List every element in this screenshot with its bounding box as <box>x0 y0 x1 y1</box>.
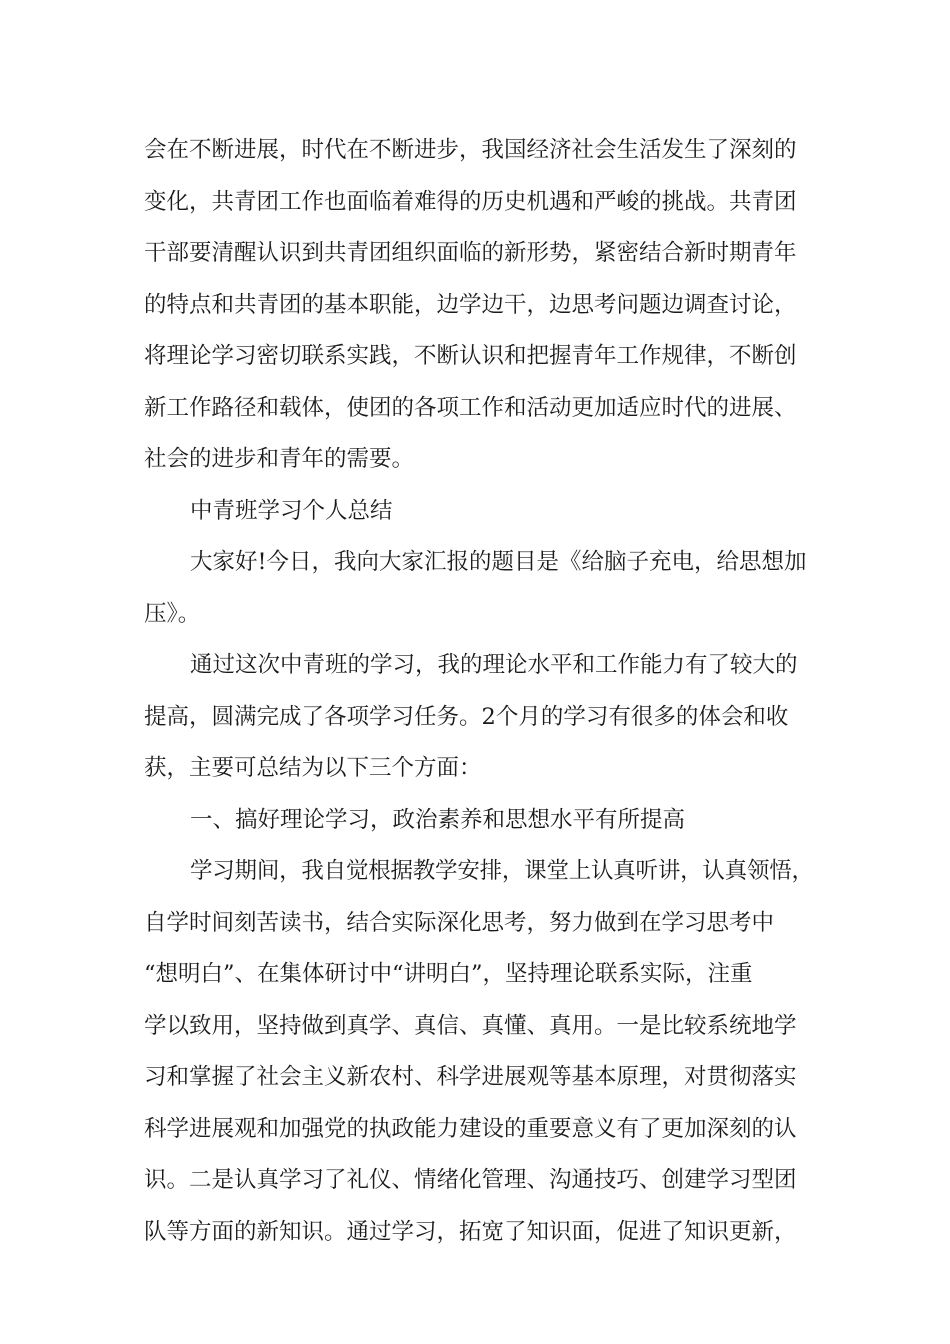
paragraph-line: 科学进展观和加强党的执政能力建设的重要意义有了更加深刻的认 <box>144 1116 797 1142</box>
paragraph-line: 学习期间，我自觉根据教学安排，课堂上认真听讲，认真领悟， <box>190 858 814 884</box>
paragraph-line: 的特点和共青团的基本职能，边学边干，边思考问题边调查讨论， <box>144 292 797 318</box>
paragraph-line: 压》。 <box>144 601 201 627</box>
paragraph-line: 习和掌握了社会主义新农村、科学进展观等基本原理，对贯彻落实 <box>144 1064 797 1090</box>
paragraph-line: 大家好!今日，我向大家汇报的题目是《给脑子充电，给思想加 <box>190 549 807 575</box>
paragraph-line: 干部要清醒认识到共青团组织面临的新形势，紧密结合新时期青年 <box>144 240 797 266</box>
paragraph-line: 新工作路径和载体，使团的各项工作和活动更加适应时代的进展、 <box>144 395 797 421</box>
paragraph-line: 变化，共青团工作也面临着难得的历史机遇和严峻的挑战。共青团 <box>144 189 797 215</box>
paragraph-line: 队等方面的新知识。通过学习，拓宽了知识面，促进了知识更新， <box>144 1219 797 1245</box>
paragraph-line: “想明白”、在集体研讨中“讲明白”，坚持理论联系实际，注重 <box>144 961 753 987</box>
paragraph-line: 会在不断进展，时代在不断进步，我国经济社会生活发生了深刻的 <box>144 137 797 163</box>
paragraph-line: 将理论学习密切联系实践，不断认识和把握青年工作规律，不断创 <box>144 343 797 369</box>
paragraph-line: 社会的进步和青年的需要。 <box>144 446 415 472</box>
paragraph-line: 获，主要可总结为以下三个方面： <box>144 755 482 781</box>
section-title: 中青班学习个人总结 <box>190 498 393 524</box>
paragraph-line: 提高，圆满完成了各项学习任务。2个月的学习有很多的体会和收 <box>144 704 789 730</box>
paragraph-line: 识。二是认真学习了礼仪、情绪化管理、沟通技巧、创建学习型团 <box>144 1167 797 1193</box>
paragraph-line: 学以致用，坚持做到真学、真信、真懂、真用。一是比较系统地学 <box>144 1013 797 1039</box>
section-heading: 一、搞好理论学习，政治素养和思想水平有所提高 <box>190 807 686 833</box>
paragraph-line: 通过这次中青班的学习，我的理论水平和工作能力有了较大的 <box>190 652 798 678</box>
paragraph-line: 自学时间刻苦读书，结合实际深化思考，努力做到在学习思考中 <box>144 910 775 936</box>
